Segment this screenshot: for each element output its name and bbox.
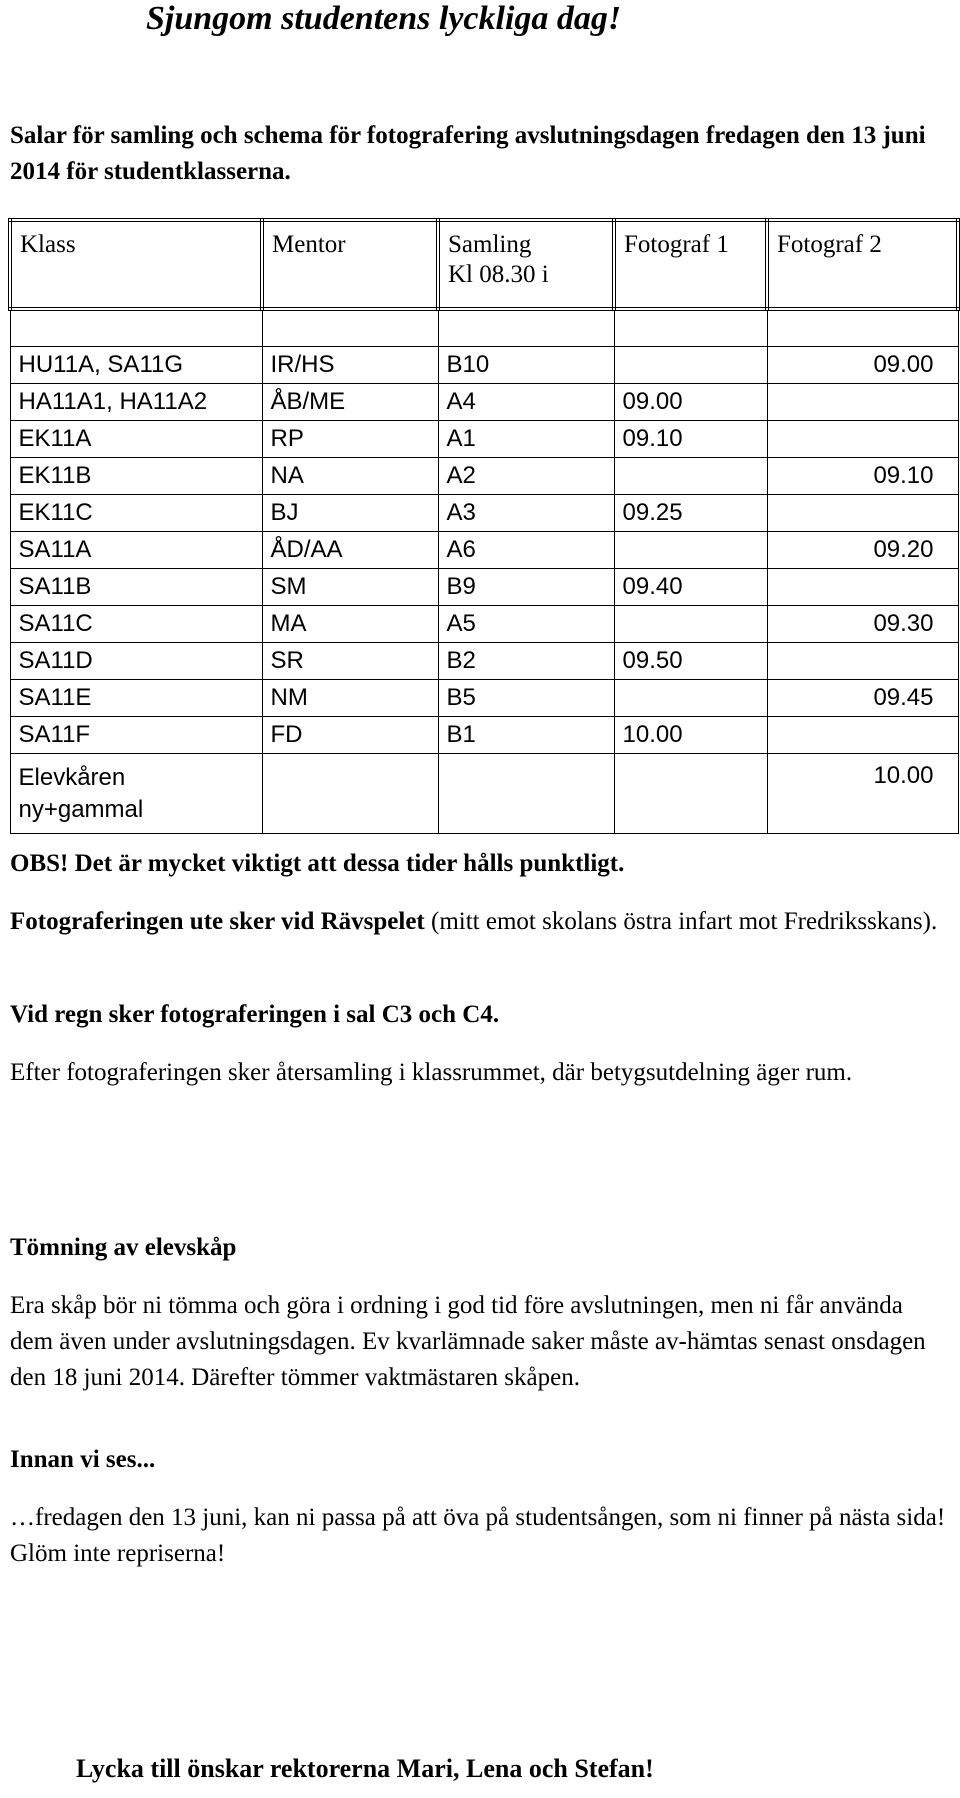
table-row xyxy=(10,421,958,458)
cell-foto1 xyxy=(614,754,767,834)
cell-klass: SA11C xyxy=(10,606,262,643)
table-row xyxy=(10,606,958,643)
cell-foto1: 09.40 xyxy=(614,569,767,606)
cell-foto1: 10.00 xyxy=(614,717,767,754)
cell-mentor: BJ xyxy=(262,495,438,532)
cell-klass: HU11A, SA11G xyxy=(10,347,262,384)
cell-foto2: 09.10 xyxy=(767,458,958,495)
cell-foto1: 09.50 xyxy=(614,643,767,680)
cell-sal: B10 xyxy=(438,347,614,384)
page-title: Sjungom studentens lyckliga dag! xyxy=(146,0,622,37)
table-row xyxy=(10,569,958,606)
cell-mentor: FD xyxy=(262,717,438,754)
cell-mentor: ÅD/AA xyxy=(262,532,438,569)
cell-mentor: RP xyxy=(262,421,438,458)
cell-sal xyxy=(438,754,614,834)
cell-klass: SA11D xyxy=(10,643,262,680)
rain-note: Vid regn sker fotograferingen i sal C3 och C4. xyxy=(10,1001,500,1028)
cell-foto1 xyxy=(614,680,767,717)
cell-sal: A2 xyxy=(438,458,614,495)
cell-foto2: 09.45 xyxy=(767,680,958,717)
cell-sal: B5 xyxy=(438,680,614,717)
cell-foto1 xyxy=(614,458,767,495)
cell-mentor: NA xyxy=(262,458,438,495)
header-samling-line1: Samling xyxy=(448,231,532,258)
cell-foto2 xyxy=(767,495,958,532)
cell-mentor: ÅB/ME xyxy=(262,384,438,421)
cell-foto1: 09.25 xyxy=(614,495,767,532)
header-klass: Klass xyxy=(10,220,262,309)
header-fotograf2: Fotograf 2 xyxy=(767,220,958,309)
cell-klass: Elevkåren ny+gammal xyxy=(10,754,262,834)
header-mentor: Mentor xyxy=(262,220,438,309)
cell-klass: HA11A1, HA11A2 xyxy=(10,384,262,421)
cell-foto1 xyxy=(614,532,767,569)
closing-line: Lycka till önskar rektorerna Mari, Lena och Stefan! xyxy=(76,1754,654,1783)
cell-klass: EK11B xyxy=(10,458,262,495)
table-row xyxy=(10,532,958,569)
cell-mentor: SR xyxy=(262,643,438,680)
cell-foto1 xyxy=(614,347,767,384)
after-note: Efter fotograferingen sker återsamling i klassrummet, där betygsutdelning äger rum. xyxy=(10,1059,853,1086)
cell-mentor: IR/HS xyxy=(262,347,438,384)
cell-klass: SA11E xyxy=(10,680,262,717)
cell-sal: B9 xyxy=(438,569,614,606)
cell-foto2 xyxy=(767,384,958,421)
header-samling-line2: Kl 08.30 i xyxy=(448,261,549,288)
table-row xyxy=(10,680,958,717)
cell-foto2: 09.00 xyxy=(767,347,958,384)
cell-sal: A6 xyxy=(438,532,614,569)
see-heading: Innan vi ses... xyxy=(10,1446,156,1473)
cell-sal: B2 xyxy=(438,643,614,680)
table-spacer-row xyxy=(10,309,958,347)
table-row xyxy=(10,458,958,495)
cell-foto1: 09.00 xyxy=(614,384,767,421)
locker-heading: Tömning av elevskåp xyxy=(10,1234,237,1261)
cell-foto2: 10.00 xyxy=(767,754,958,834)
cell-klass: SA11B xyxy=(10,569,262,606)
cell-foto1 xyxy=(614,606,767,643)
table-row xyxy=(10,495,958,532)
cell-mentor xyxy=(262,754,438,834)
cell-foto2 xyxy=(767,421,958,458)
table-header-row xyxy=(10,220,958,309)
cell-klass: SA11A xyxy=(10,532,262,569)
header-fotograf1: Fotograf 1 xyxy=(614,220,767,309)
obs-note: OBS! Det är mycket viktigt att dessa tider hålls punktligt. xyxy=(10,850,625,877)
cell-klass: EK11A xyxy=(10,421,262,458)
cell-sal: A5 xyxy=(438,606,614,643)
cell-klass: SA11F xyxy=(10,717,262,754)
cell-mentor: NM xyxy=(262,680,438,717)
cell-mentor: SM xyxy=(262,569,438,606)
table-row-elevkaren xyxy=(10,754,958,834)
photo-location: Fotograferingen ute sker vid Rävspelet (mitt emot skolans östra infart mot Fredriksskans). xyxy=(10,908,938,935)
cell-klass: EK11C xyxy=(10,495,262,532)
header-samling xyxy=(438,220,614,309)
cell-mentor: MA xyxy=(262,606,438,643)
cell-foto2 xyxy=(767,717,958,754)
cell-foto2 xyxy=(767,569,958,606)
table-row xyxy=(10,643,958,680)
table-row xyxy=(10,384,958,421)
locker-text: Era skåp bör ni tömma och göra i ordning i god tid före avslutningen, men ni får använda dem även under avslutningsdagen. Ev kvarlämnade saker måste av-hämtas senast onsdagen den 18 juni 2014. Därefter tömmer vaktmästaren skåpen. xyxy=(10,1292,926,1391)
cell-foto2: 09.20 xyxy=(767,532,958,569)
cell-foto1: 09.10 xyxy=(614,421,767,458)
cell-foto2 xyxy=(767,643,958,680)
intro-text: Salar för samling och schema för fotografering avslutningsdagen fredagen den 13 juni 2014 för studentklasserna. xyxy=(10,122,926,185)
schedule-table xyxy=(8,218,960,834)
see-text: …fredagen den 13 juni, kan ni passa på att öva på studentsången, som ni finner på nästa sida! Glöm inte repriserna! xyxy=(10,1504,946,1567)
cell-sal: A1 xyxy=(438,421,614,458)
cell-foto2: 09.30 xyxy=(767,606,958,643)
cell-sal: B1 xyxy=(438,717,614,754)
table-row xyxy=(10,717,958,754)
cell-sal: A3 xyxy=(438,495,614,532)
cell-sal: A4 xyxy=(438,384,614,421)
table-row xyxy=(10,347,958,384)
